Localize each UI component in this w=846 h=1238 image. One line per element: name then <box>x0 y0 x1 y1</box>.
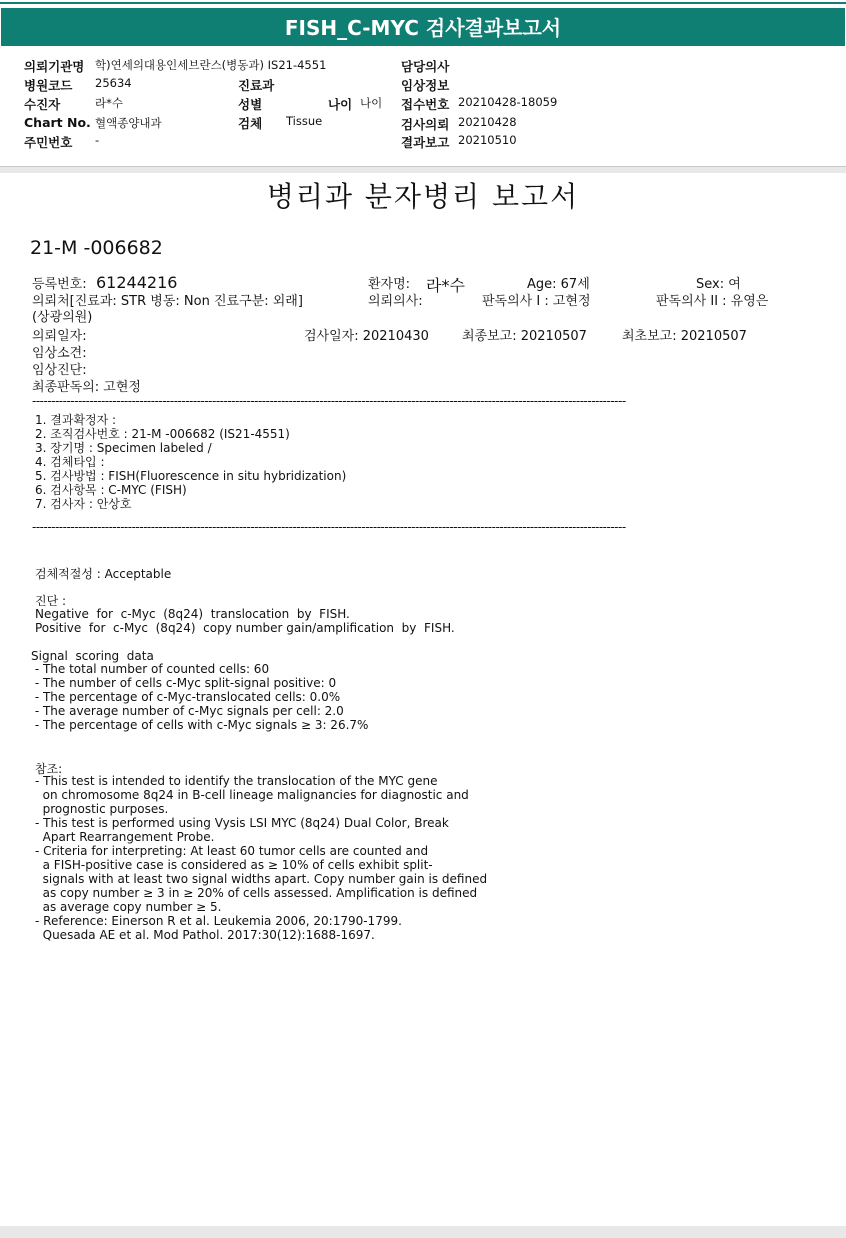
header-value: 나이 <box>360 96 383 110</box>
signal-line: - The percentage of c-Myc-translocated cells: 0.0% <box>31 690 341 704</box>
item-line: 5. 검사방법 : FISH(Fluorescence in situ hybridization) <box>35 469 347 483</box>
signal-line: - The number of cells c-Myc split-signal positive: 0 <box>31 676 337 690</box>
item-line: 7. 검사자 : 안상호 <box>35 497 132 511</box>
specimen-adequacy: 검체적절성 : Acceptable <box>35 567 172 581</box>
patient-name-label: 환자명: <box>368 277 411 292</box>
header-value: 25634 <box>95 76 132 90</box>
notes-line: - This test is intended to identify the translocation of the MYC gene <box>35 774 438 788</box>
exam-date: 검사일자: 20210430 <box>304 329 429 344</box>
header-label: 의뢰기관명 <box>24 59 85 74</box>
notes-line: Apart Rearrangement Probe. <box>35 830 215 844</box>
reader-1: 판독의사 I : 고현정 <box>482 294 591 309</box>
header-label: 검사의뢰 <box>401 117 450 132</box>
case-number: 21-M -006682 <box>30 237 163 259</box>
referring-doctor: 의뢰의사: <box>368 294 423 309</box>
header-value: 라*수 <box>95 96 123 110</box>
notes-line: as average copy number ≥ 5. <box>35 900 222 914</box>
header-label: 접수번호 <box>401 97 450 112</box>
diagnosis-line: 진단 : <box>35 594 67 608</box>
notes-line: on chromosome 8q24 in B-cell lineage malignancies for diagnostic and <box>35 788 469 802</box>
signal-line: - The percentage of cells with c-Myc signals ≥ 3: 26.7% <box>31 718 369 732</box>
item-line: 4. 검체타입 : <box>35 455 105 469</box>
final-reader: 최종판독의: 고현정 <box>32 380 141 395</box>
header-value: 혈액종양내과 <box>95 116 162 130</box>
notes-line: Quesada AE et al. Mod Pathol. 2017:30(12):1688-1697. <box>35 928 375 942</box>
diagnosis-line: Positive for c-Myc (8q24) copy number gain/amplification by FISH. <box>35 621 455 635</box>
header-value: 20210428 <box>458 115 517 129</box>
report-header-frame <box>0 0 846 167</box>
diagnosis-line: Negative for c-Myc (8q24) translocation by FISH. <box>35 607 350 621</box>
referral-department: 의뢰처[진료과: STR 병동: Non 진료구분: 외래] <box>32 294 303 309</box>
reader-2: 판독의사 II : 유영은 <box>656 294 769 309</box>
pathology-report-title: 병리과 분자병리 보고서 <box>266 180 580 213</box>
notes-line: signals with at least two signal widths apart. Copy number gain is defined <box>35 872 488 886</box>
clinical-findings: 임상소견: <box>32 346 87 361</box>
header-value: - <box>95 133 100 147</box>
registration-number: 61244216 <box>96 273 178 292</box>
page-bottom-bar <box>0 1226 846 1238</box>
header-label: 임상정보 <box>401 78 450 93</box>
notes-line: - This test is performed using Vysis LSI MYC (8q24) Dual Color, Break <box>35 816 449 830</box>
notes-line: a FISH-positive case is considered as ≥ 10% of cells exhibit split- <box>35 858 433 872</box>
item-line: 2. 조직검사번호 : 21-M -006682 (IS21-4551) <box>35 427 290 441</box>
header-value: Tissue <box>286 114 323 128</box>
header-top-line <box>0 2 846 4</box>
header-label: 진료과 <box>238 78 275 93</box>
registration-label: 등록번호: <box>32 277 87 292</box>
header-label: 담당의사 <box>401 59 450 74</box>
notes-line: as copy number ≥ 3 in ≥ 20% of cells assessed. Amplification is defined <box>35 886 478 900</box>
header-label: 주민번호 <box>24 135 73 150</box>
item-line: 3. 장기명 : Specimen labeled / <box>35 441 212 455</box>
item-line: 6. 검사항목 : C-MYC (FISH) <box>35 483 187 497</box>
final-report-date: 최종보고: 20210507 <box>462 329 587 344</box>
signal-line: - The total number of counted cells: 60 <box>31 662 270 676</box>
patient-age: Age: 67세 <box>527 277 590 292</box>
header-value: 학)연세의대용인세브란스(병동과) IS21-4551 <box>95 58 327 72</box>
notes-line: - Reference: Einerson R et al. Leukemia 2006, 20:1790-1799. <box>35 914 402 928</box>
patient-name: 라*수 <box>426 276 465 295</box>
patient-sex: Sex: 여 <box>696 277 741 292</box>
item-line: 1. 결과확정자 : <box>35 413 117 427</box>
signal-line: - The average number of c-Myc signals per cell: 2.0 <box>31 704 344 718</box>
dashed-separator: ----------------------------------------------------------------------------------------------------------------------------------------------------------- <box>32 394 626 408</box>
header-label: 성별 <box>238 97 263 112</box>
header-label: 병원코드 <box>24 78 73 93</box>
header-label: 검체 <box>238 116 263 131</box>
header-value: 20210428-18059 <box>458 95 558 109</box>
header-value: 20210510 <box>458 133 517 147</box>
notes-line: 참조: <box>35 762 63 776</box>
header-label: 결과보고 <box>401 135 450 150</box>
signal-line: Signal scoring data <box>31 649 154 663</box>
section-divider <box>0 167 846 173</box>
notes-line: - Criteria for interpreting: At least 60 tumor cells are counted and <box>35 844 429 858</box>
report-header-title: FISH_C-MYC 검사결과보고서 <box>1 8 845 46</box>
first-report-date: 최초보고: 20210507 <box>622 329 747 344</box>
header-label: Chart No. <box>24 115 91 130</box>
header-label: 수진자 <box>24 97 61 112</box>
notes-line: prognostic purposes. <box>35 802 169 816</box>
referral-institution: (상광의원) <box>32 310 93 325</box>
clinical-diagnosis: 임상진단: <box>32 363 87 378</box>
header-label: 나이 <box>328 97 353 112</box>
dashed-separator: ----------------------------------------------------------------------------------------------------------------------------------------------------------- <box>32 520 626 534</box>
request-date: 의뢰일자: <box>32 329 87 344</box>
